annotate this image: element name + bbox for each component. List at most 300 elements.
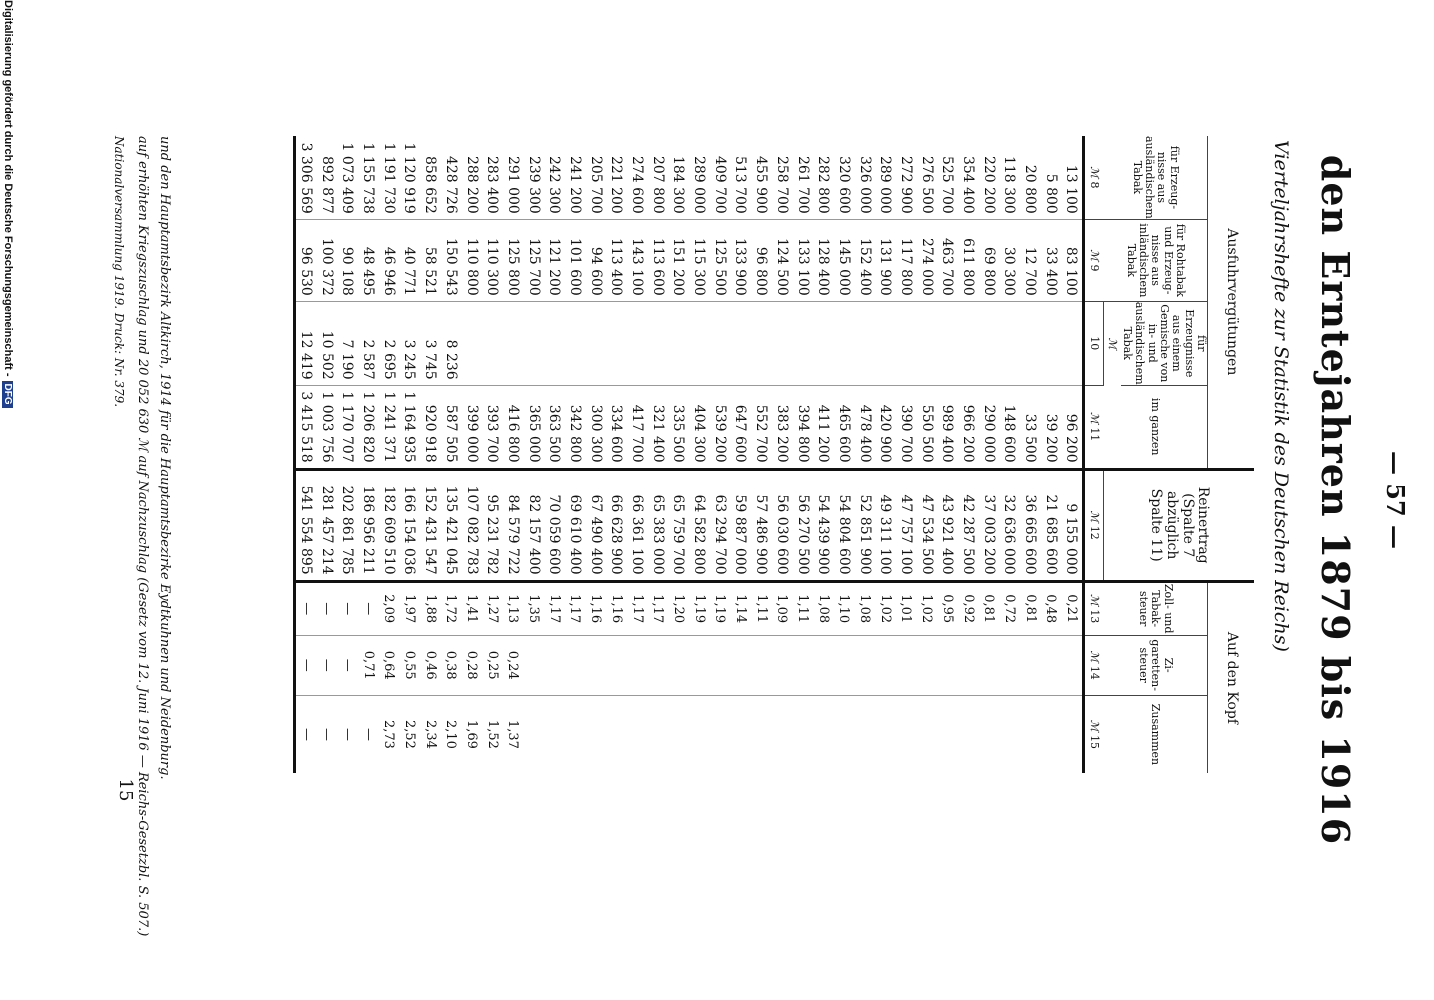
cell-c12: 66 628 900	[606, 469, 627, 581]
table-row	[399, 136, 420, 773]
cell-c8: 20 800	[1020, 136, 1041, 219]
cell-c9: 113 600	[647, 219, 668, 301]
cell-c12: 95 231 782	[482, 469, 503, 581]
cell-c12: 59 887 000	[730, 469, 751, 581]
cell-c9: 100 372	[316, 219, 337, 301]
cell-c9: 94 600	[585, 219, 606, 301]
cell-c10	[958, 301, 979, 385]
cell-c9: 152 400	[854, 219, 875, 301]
cell-c15	[606, 695, 627, 773]
cell-c14	[668, 635, 689, 695]
cell-c15	[958, 695, 979, 773]
table-row	[813, 136, 834, 773]
column-number-14	[1083, 635, 1103, 695]
cell-c11: 96 200	[1061, 385, 1083, 469]
cell-c11: 478 400	[854, 385, 875, 469]
cell-c10	[544, 301, 565, 385]
table-row	[751, 136, 772, 773]
cell-c12: 54 439 900	[813, 469, 834, 581]
cell-c13: 1,19	[709, 581, 730, 635]
cell-c14	[544, 635, 565, 695]
cell-c9: 131 900	[875, 219, 896, 301]
cell-c12: 541 554 895	[294, 469, 316, 581]
cell-c8: 289 000	[875, 136, 896, 219]
cell-c13: 1,16	[606, 581, 627, 635]
cell-c12: 65 383 000	[647, 469, 668, 581]
header-reinertrag: Reinertrag (Spalte 7 abzüglich Spalte 11)	[1103, 469, 1254, 581]
header-col-8: für Erzeug-nisse aus ausländischem Tabak	[1103, 136, 1207, 219]
cell-c8: 320 600	[834, 136, 855, 219]
column-number-11	[1083, 385, 1103, 469]
cell-c15: 2,10	[443, 719, 459, 749]
cell-c13: 1,02	[875, 581, 896, 635]
table-row	[294, 136, 316, 773]
table-row	[834, 136, 855, 773]
cell-c11: 3 415 518	[294, 385, 316, 469]
unit-label: ℳ	[1088, 412, 1102, 424]
cell-c14: 0,24	[503, 635, 524, 695]
cell-c13: 1,17	[647, 581, 668, 635]
cell-c15	[792, 695, 813, 773]
cell-c9: 125 500	[709, 219, 730, 301]
cell-c15	[668, 695, 689, 773]
cell-c9: 96 800	[751, 219, 772, 301]
cell-c13: —	[316, 581, 337, 635]
cell-c9: 58 521	[420, 219, 441, 301]
cell-c14	[958, 635, 979, 695]
cell-c9: 12 700	[1020, 219, 1041, 301]
cell-c12: 84 579 722	[503, 469, 524, 581]
sheet-number: 15	[115, 778, 136, 802]
table-row	[378, 136, 399, 773]
footnote-1: und den Hauptamtsbezirk Altkirch, 1914 für die Hauptamtsbezirke Eydtkuhnen und Neidenburg.	[157, 136, 172, 780]
unit-col-10: ℳ	[1103, 301, 1121, 385]
cell-c15: 1,52	[484, 719, 500, 749]
cell-c12: 64 582 800	[689, 469, 710, 581]
cell-c9: 30 300	[999, 219, 1020, 301]
cell-c10	[585, 301, 606, 385]
cell-c11: 394 800	[792, 385, 813, 469]
cell-c13: 1,13	[503, 581, 524, 635]
column-number-10	[1083, 301, 1103, 385]
cell-c12: 47 757 100	[896, 469, 917, 581]
unit-label: ℳ	[1088, 650, 1102, 663]
column-number-8	[1083, 136, 1103, 219]
cell-c10	[999, 301, 1020, 385]
header-col-13: Zoll- und Tabak-steuer	[1103, 581, 1207, 635]
cell-c8: 13 100	[1061, 136, 1083, 219]
cell-c12: 47 534 500	[916, 469, 937, 581]
table-row	[544, 136, 565, 773]
table-row	[420, 136, 441, 773]
table-row	[772, 136, 793, 773]
cell-c10: 7 190	[337, 301, 358, 385]
table-row	[978, 136, 999, 773]
cell-c8: 455 900	[751, 136, 772, 219]
cell-c10	[503, 301, 524, 385]
cell-c12: 67 490 400	[585, 469, 606, 581]
cell-c15	[978, 695, 999, 773]
cell-c14	[875, 635, 896, 695]
cell-c8: 1 155 738	[358, 136, 379, 219]
table-row	[875, 136, 896, 773]
cell-c10	[875, 301, 896, 385]
cell-c8: 283 400	[482, 136, 503, 219]
cell-c12: 42 287 500	[958, 469, 979, 581]
cell-c10	[709, 301, 730, 385]
cell-c13: 1,10	[834, 581, 855, 635]
cell-c10	[606, 301, 627, 385]
cell-c10	[565, 301, 586, 385]
cell-c10	[461, 301, 482, 385]
cell-c15	[1040, 695, 1061, 773]
cell-c15: 2,52	[401, 719, 417, 749]
cell-c10	[1061, 301, 1083, 385]
page-subtitle: Vierteljahrshefte zur Statistik des Deutschen Reichs)	[1270, 140, 1292, 652]
cell-c9: 125 800	[503, 219, 524, 301]
cell-c8: 428 726	[441, 136, 462, 219]
cell-c8: 220 200	[978, 136, 999, 219]
column-number-label: 13	[1088, 609, 1102, 624]
cell-c11: 290 000	[978, 385, 999, 469]
cell-c12: 69 610 400	[565, 469, 586, 581]
cell-c8: 291 000	[503, 136, 524, 219]
cell-c15	[565, 695, 586, 773]
cell-c14	[565, 635, 586, 695]
cell-c8: 241 200	[565, 136, 586, 219]
cell-c9: 96 530	[294, 219, 316, 301]
cell-c11: 321 400	[647, 385, 668, 469]
cell-c8: 258 700	[772, 136, 793, 219]
cell-c12: 135 421 045	[441, 469, 462, 581]
cell-c12: 107 082 783	[461, 469, 482, 581]
digitization-note	[2, 0, 14, 1000]
cell-c11: 335 500	[668, 385, 689, 469]
cell-c14	[772, 635, 793, 695]
cell-c15: —	[339, 727, 355, 741]
cell-c12: 82 157 400	[523, 469, 544, 581]
cell-c13: —	[294, 581, 316, 635]
cell-c13: 1,01	[896, 581, 917, 635]
table-row	[482, 136, 503, 773]
cell-c13: 2,09	[378, 581, 399, 635]
cell-c15	[585, 695, 606, 773]
cell-c8: 354 400	[958, 136, 979, 219]
cell-c13: 0,48	[1040, 581, 1061, 635]
cell-c12: 63 294 700	[709, 469, 730, 581]
cell-c9: 115 300	[689, 219, 710, 301]
cell-c11: 966 200	[958, 385, 979, 469]
cell-c8: 276 500	[916, 136, 937, 219]
table-row	[958, 136, 979, 773]
table-row	[647, 136, 668, 773]
table-row	[730, 136, 751, 773]
cell-c11: 552 700	[751, 385, 772, 469]
cell-c9: 110 300	[482, 219, 503, 301]
table-row	[358, 136, 379, 773]
column-number-label: 12	[1087, 525, 1101, 540]
cell-c8: 3 306 569	[294, 136, 316, 219]
header-col-14: Zi-garetten-steuer	[1103, 635, 1207, 695]
column-number-label: 14	[1088, 665, 1102, 680]
cell-c9: 69 800	[978, 219, 999, 301]
unit-label: ℳ	[1087, 510, 1101, 523]
cell-c12: 57 486 900	[751, 469, 772, 581]
cell-c8: 272 900	[896, 136, 917, 219]
cell-c14	[647, 635, 668, 695]
cell-c11: 550 500	[916, 385, 937, 469]
footnote-2: auf erhöhten Kriegszuschlag und 20 052 630 ℳ auf Nachzuschlag (Gesetz vom 12. Juni 1916 — Reichs-Gesetzbl. S. 507.)	[135, 136, 150, 937]
cell-c8: 5 800	[1040, 136, 1061, 219]
cell-c15	[772, 695, 793, 773]
cell-c10	[916, 301, 937, 385]
column-number-9	[1083, 219, 1103, 301]
column-number-label: 8	[1088, 181, 1102, 189]
cell-c12: 36 665 600	[1020, 469, 1041, 581]
cell-c13: 0,81	[978, 581, 999, 635]
table-row	[689, 136, 710, 773]
cell-c9: 150 543	[441, 219, 462, 301]
cell-c15	[937, 695, 958, 773]
cell-c10	[834, 301, 855, 385]
cell-c10	[627, 301, 648, 385]
cell-c12: 21 685 600	[1040, 469, 1061, 581]
cell-c14	[709, 635, 730, 695]
header-col-10: für Erzeugnisse aus einem Gemische von in- und ausländischem Tabak	[1121, 301, 1208, 385]
cell-c8: 289 000	[689, 136, 710, 219]
table-row	[854, 136, 875, 773]
cell-c13: 0,81	[1020, 581, 1041, 635]
cell-c15	[813, 695, 834, 773]
cell-c9: 46 946	[378, 219, 399, 301]
cell-c10	[523, 301, 544, 385]
cell-c15: —	[294, 695, 316, 773]
table-row	[461, 136, 482, 773]
cell-c8: 288 200	[461, 136, 482, 219]
cell-c13: 1,16	[585, 581, 606, 635]
cell-c15	[730, 695, 751, 773]
cell-c10: 8 236	[441, 301, 462, 385]
cell-c13: 1,14	[730, 581, 751, 635]
table-row	[896, 136, 917, 773]
cell-c10	[1040, 301, 1061, 385]
cell-c14	[730, 635, 751, 695]
cell-c11: 1 241 371	[378, 385, 399, 469]
cell-c14	[1020, 635, 1041, 695]
cell-c15	[999, 695, 1020, 773]
cell-c8: 118 300	[999, 136, 1020, 219]
column-number-label: 9	[1088, 264, 1102, 272]
cell-c12: 56 270 500	[792, 469, 813, 581]
cell-c13: 1,27	[482, 581, 503, 635]
cell-c8: 1 120 919	[399, 136, 420, 219]
cell-c9: 133 900	[730, 219, 751, 301]
cell-c8: 1 191 730	[378, 136, 399, 219]
cell-c13: 0,72	[999, 581, 1020, 635]
table-row	[999, 136, 1020, 773]
cell-c14	[1040, 635, 1061, 695]
cell-c15: —	[360, 727, 376, 741]
cell-c15	[916, 695, 937, 773]
cell-c13: 1,20	[668, 581, 689, 635]
cell-c13: 1,19	[689, 581, 710, 635]
cell-c11: 342 800	[565, 385, 586, 469]
cell-c12: 166 154 036	[399, 469, 420, 581]
cell-c9: 113 400	[606, 219, 627, 301]
cell-c12: 54 804 600	[834, 469, 855, 581]
cell-c12: 281 457 214	[316, 469, 337, 581]
unit-label: ℳ	[1088, 719, 1102, 732]
cell-c11: 647 600	[730, 385, 751, 469]
unit-label: ℳ	[1088, 594, 1102, 606]
cell-c11: 1 206 820	[358, 385, 379, 469]
cell-c12: 186 956 211	[358, 469, 379, 581]
cell-c9: 128 400	[813, 219, 834, 301]
cell-c14: 0,55	[399, 635, 420, 695]
cell-c12: 37 003 200	[978, 469, 999, 581]
cell-c11: 465 600	[834, 385, 855, 469]
cell-c15	[709, 695, 730, 773]
cell-c10: 12 419	[294, 301, 316, 385]
table-header	[1083, 136, 1254, 773]
table-row	[316, 136, 337, 773]
cell-c10	[1020, 301, 1041, 385]
column-number-15	[1083, 695, 1103, 773]
cell-c9: 117 800	[896, 219, 917, 301]
cell-c9: 143 100	[627, 219, 648, 301]
cell-c15	[854, 695, 875, 773]
cell-c12: 43 921 400	[937, 469, 958, 581]
cell-c11: 411 200	[813, 385, 834, 469]
cell-c15	[834, 695, 855, 773]
cell-c13: 1,11	[751, 581, 772, 635]
cell-c14	[751, 635, 772, 695]
cell-c9: 40 771	[399, 219, 420, 301]
cell-c9: 274 000	[916, 219, 937, 301]
cell-c11: 1 164 935	[399, 385, 420, 469]
table-row	[606, 136, 627, 773]
cell-c11: 393 700	[482, 385, 503, 469]
cell-c13: 1,11	[792, 581, 813, 635]
cell-c9: 125 700	[523, 219, 544, 301]
table-row	[441, 136, 462, 773]
cell-c15: 1,37	[505, 719, 521, 749]
cell-c14: 0,46	[420, 635, 441, 695]
cell-c10	[689, 301, 710, 385]
cell-c15	[1061, 695, 1083, 773]
column-number-label: 10	[1087, 336, 1101, 351]
table-row	[503, 136, 524, 773]
cell-c9: 101 600	[565, 219, 586, 301]
cell-c14	[937, 635, 958, 695]
cell-c14: —	[294, 635, 316, 695]
cell-c12: 70 059 600	[544, 469, 565, 581]
cell-c14	[585, 635, 606, 695]
cell-c10	[854, 301, 875, 385]
cell-c15	[647, 695, 668, 773]
cell-c11: 587 505	[441, 385, 462, 469]
table-row	[337, 136, 358, 773]
cell-c15: 1,69	[464, 719, 480, 749]
header-col-11: im ganzen	[1103, 385, 1207, 469]
cell-c13: 1,72	[441, 581, 462, 635]
table-row	[523, 136, 544, 773]
cell-c14	[896, 635, 917, 695]
cell-c11: 404 300	[689, 385, 710, 469]
cell-c14	[627, 635, 648, 695]
cell-c12: 32 636 000	[999, 469, 1020, 581]
cell-c11: 334 600	[606, 385, 627, 469]
cell-c10: 10 502	[316, 301, 337, 385]
cell-c13: 1,17	[627, 581, 648, 635]
cell-c14	[854, 635, 875, 695]
cell-c12: 56 030 600	[772, 469, 793, 581]
cell-c13: 1,97	[399, 581, 420, 635]
cell-c14	[999, 635, 1020, 695]
header-auf-den-kopf: Auf den Kopf	[1208, 581, 1255, 773]
cell-c12: 66 361 100	[627, 469, 648, 581]
cell-c14	[792, 635, 813, 695]
cell-c10	[937, 301, 958, 385]
cell-c11: 1 170 707	[337, 385, 358, 469]
cell-c11: 300 300	[585, 385, 606, 469]
cell-c12: 49 311 100	[875, 469, 896, 581]
cell-c8: 207 800	[647, 136, 668, 219]
cell-c9: 33 400	[1040, 219, 1061, 301]
cell-c8: 242 300	[544, 136, 565, 219]
cell-c10: 3 245	[399, 301, 420, 385]
cell-c14	[523, 635, 544, 695]
cell-c15	[689, 695, 710, 773]
header-col-15: Zusammen	[1149, 703, 1163, 766]
cell-c11: 148 600	[999, 385, 1020, 469]
cell-c8: 221 200	[606, 136, 627, 219]
cell-c11: 417 700	[627, 385, 648, 469]
unit-label: ℳ	[1088, 166, 1102, 179]
cell-c15	[627, 695, 648, 773]
cell-c14	[834, 635, 855, 695]
dfg-logo: DFG	[2, 381, 13, 408]
cell-c10	[751, 301, 772, 385]
cell-c8: 525 700	[937, 136, 958, 219]
cell-c9: 151 200	[668, 219, 689, 301]
cell-c9: 83 100	[1061, 219, 1083, 301]
cell-c9: 124 500	[772, 219, 793, 301]
cell-c12: 52 851 900	[854, 469, 875, 581]
cell-c9: 121 200	[544, 219, 565, 301]
cell-c15	[896, 695, 917, 773]
cell-c14: —	[316, 635, 337, 695]
cell-c11: 33 500	[1020, 385, 1041, 469]
cell-c8: 326 000	[854, 136, 875, 219]
cell-c11: 416 800	[503, 385, 524, 469]
cell-c8: 184 300	[668, 136, 689, 219]
cell-c10	[730, 301, 751, 385]
cell-c13: —	[358, 581, 379, 635]
column-number-label: 15	[1088, 735, 1102, 750]
cell-c11: 399 000	[461, 385, 482, 469]
cell-c10	[813, 301, 834, 385]
table-body	[294, 136, 1083, 773]
cell-c11: 39 200	[1040, 385, 1061, 469]
cell-c13: 0,21	[1061, 581, 1083, 635]
cell-c11: 920 918	[420, 385, 441, 469]
cell-c8: 513 700	[730, 136, 751, 219]
cell-c13: 1,09	[772, 581, 793, 635]
table-row	[565, 136, 586, 773]
page-number: — 57 —	[1381, 450, 1410, 550]
cell-c14: 0,71	[358, 635, 379, 695]
